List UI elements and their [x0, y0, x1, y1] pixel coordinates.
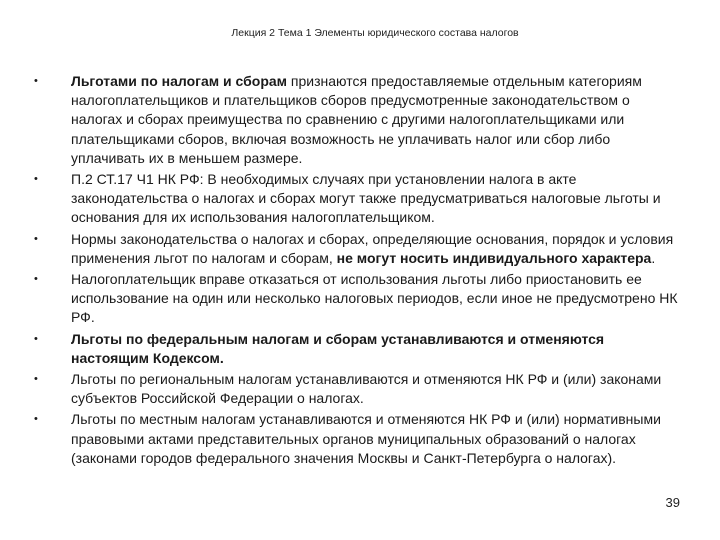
bullet-icon: •: [34, 273, 38, 286]
bullet-text: Нормы законодательства о налогах и сборах, определяющие основания, порядок и условия применения льгот по налогам и сборам,: [71, 230, 674, 266]
bullet-item-6: [34, 370, 684, 408]
bullet-text: Налогоплательщик вправе отказаться от использования льготы либо приостановить ее использование на один или несколько налоговых периодов, если иное не предусмотрено НК РФ.: [71, 271, 678, 326]
bullet-icon: •: [34, 413, 38, 426]
bullet-icon: •: [34, 75, 38, 87]
bullet-icon: •: [34, 173, 38, 186]
bullet-bold-text: Льготами по налогам и сборам: [71, 73, 288, 89]
bullet-text: Льготы по местным налогам устанавливаются и отменяются НК РФ и (или) нормативными правовыми актами представительных органов муниципальных образований о налогах (законами городов федерального значения Москвы и Санкт-Петербурга о налогах).: [71, 411, 661, 466]
bullet-icon: •: [34, 232, 38, 245]
bullet-item-2: [34, 170, 684, 228]
bullet-bold-text: Льготы по федеральным налогам и сборам устанавливаются и отменяются настоящим Кодексом.: [71, 330, 605, 366]
bullet-text: Льготы по региональным налогам устанавливаются и отменяются НК РФ и (или) законами субъектов Российской Федерации о налогах.: [71, 371, 662, 407]
bullet-bold-text: не могут носить индивидуального характера: [336, 249, 652, 266]
bullet-item-5: [34, 330, 684, 368]
bullet-item-4: [34, 270, 684, 328]
bullet-item-7: [34, 410, 684, 468]
slide-header: Лекция 2 Тема 1 Элементы юридического состава налогов: [231, 27, 519, 39]
bullet-list: [34, 72, 684, 468]
bullet-tail-text: .: [651, 249, 656, 266]
bullet-icon: •: [34, 373, 38, 386]
bullet-icon: •: [34, 332, 38, 345]
bullet-text: признаются предоставляемые отдельным категориям налогоплательщиков и плательщиков сборов предусмотренные законодательством о налогах и сборах преимущества по сравнению с другими налогоплательщиками или плательщиками сборов, включая возможность не уплачивать налог или сбор либо уплачивать их в меньшем размере.: [71, 73, 642, 166]
bullet-text: П.2 СТ.17 Ч1 НК РФ: В необходимых случаях при установлении налога в акте законодательства о налогах и сборах могут также предусматриваться налоговые льготы и основания для их использования налогоплательщиком.: [71, 171, 661, 226]
bullet-item-3: [34, 230, 684, 268]
bullet-item-1: [34, 72, 684, 168]
page-number: 39: [665, 495, 680, 510]
